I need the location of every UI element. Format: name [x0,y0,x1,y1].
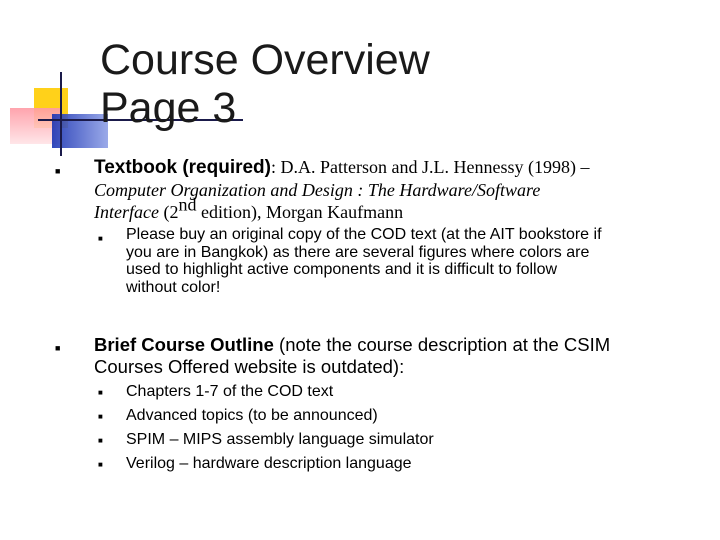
slide-title-line-2: Page 3 [100,84,237,132]
textbook-label: Textbook (required) [94,157,271,178]
square-bullet-icon [98,460,103,469]
textbook-title-line-2: Interface [94,202,159,222]
textbook-edition-post: edition), Morgan Kaufmann [196,202,404,222]
square-bullet-icon [55,343,60,353]
outline-list [126,380,434,476]
slide-title [100,36,430,132]
square-bullet-icon [98,388,103,397]
square-bullet-icon [98,412,103,421]
square-bullet-icon [98,436,103,445]
textbook-item [94,156,589,224]
textbook-edition-sup: nd [178,194,197,215]
outline-list-item: Advanced topics (to be announced) [126,407,378,424]
textbook-note [126,226,602,296]
textbook-note-line: you are in Bangkok) as there are several figures where colors are [126,243,590,261]
textbook-note-line: used to highlight active components and it is difficult to follow [126,261,558,278]
textbook-edition-pre: (2 [158,202,179,222]
square-bullet-icon [98,234,103,243]
outline-list-item: Verilog – hardware description language [126,455,412,472]
outline-line-2: Courses Offered website is outdated): [94,356,405,377]
textbook-title-line-1: Computer Organization and Design : The Hardware/Software [94,180,541,200]
textbook-colon: : [271,157,277,177]
title-decoration-vertical-line [60,72,62,156]
outline-line-1-rest: (note the course description at the CSIM [273,334,611,355]
square-bullet-icon [55,166,60,176]
outline-list-item: Chapters 1-7 of the COD text [126,383,334,400]
textbook-note-line: Please buy an original copy of the COD text (at the AIT bookstore if [126,226,602,243]
textbook-note-line: without color! [126,278,221,296]
outline-label: Brief Course Outline [94,334,274,355]
outline-item [94,334,610,378]
outline-list-item: SPIM – MIPS assembly language simulator [126,431,434,448]
slide-title-line-1: Course Overview [100,36,430,84]
textbook-authors: D.A. Patterson and J.L. Hennessy (1998) – [276,157,590,177]
